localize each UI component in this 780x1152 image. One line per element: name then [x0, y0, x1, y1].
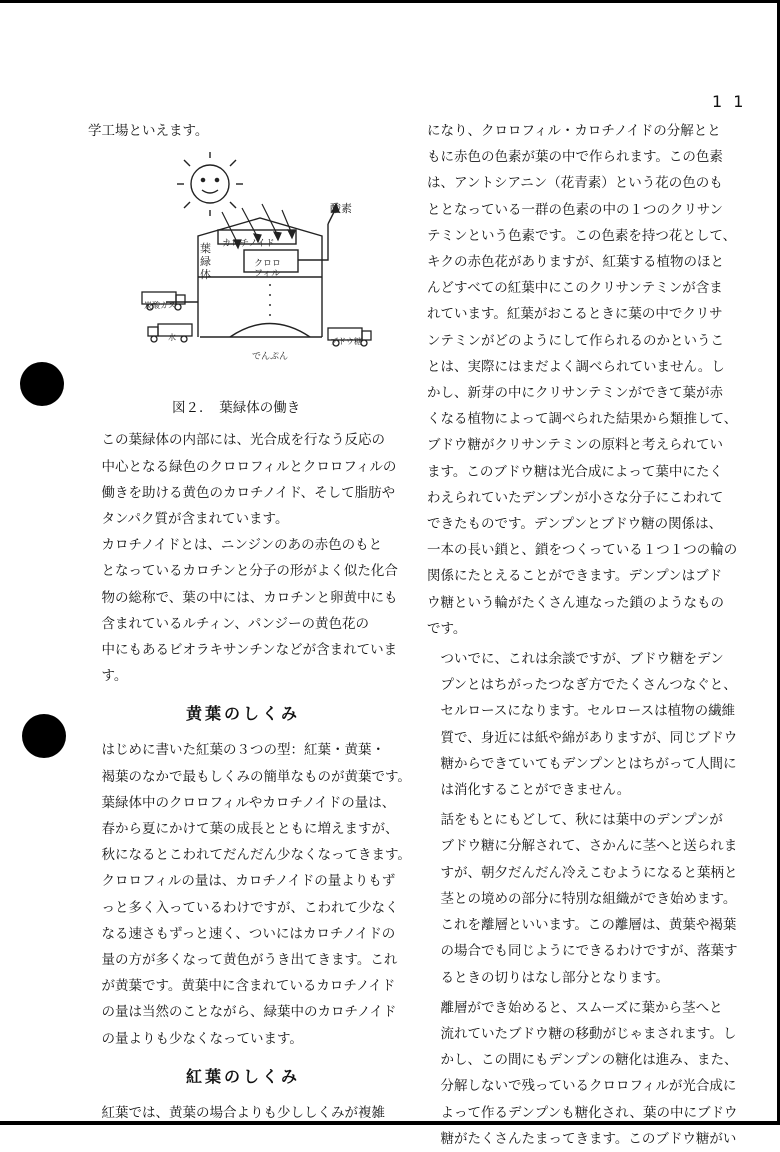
text-line: 褐葉のなかで最もしくみの簡単なものが黄葉です。	[101, 768, 411, 785]
text-line: 流れていたブドウ糖の移動がじゃまされます。し	[440, 1025, 737, 1042]
paragraph	[427, 646, 745, 803]
text-line: の量よりも少なくなっています。	[101, 1030, 303, 1047]
text-line: 糖からできていてもデンプンとはちがって人間に	[440, 755, 737, 772]
carotenoid-label: カロチノイド	[222, 239, 275, 250]
text-line: 糖がたくさんたまってきます。このブドウ糖がい	[440, 1130, 737, 1147]
text-line: ブドウ糖がクリサンテミンの原料と考えられてい	[427, 437, 724, 454]
text-line: セルロースになります。セルロースは植物の繊維	[440, 703, 736, 720]
text-line: すが、朝夕だんだん冷えこむようになると葉柄と	[440, 864, 738, 881]
text-line: ます。このブドウ糖は光合成によって葉中にたく	[427, 463, 723, 480]
text-line: ブドウ糖に分解されて、さかんに茎へと送られま	[440, 838, 738, 855]
text-line: 中にもあるビオラキサンチンなどが含まれていま	[101, 642, 398, 659]
text-line: んどすべての紅葉中にこのクリサンテミンが含ま	[427, 280, 723, 297]
text-line: は消化することができません。	[440, 782, 631, 799]
binder-hole	[22, 714, 66, 758]
text-line: るときの切りはなし部分となります。	[440, 969, 669, 986]
truck-label: 炭酸ガス	[144, 301, 176, 311]
text-line: 含まれているルチィン、パンジーの黄色花の	[101, 615, 370, 632]
text-line: はじめに書いた紅葉の３つの型：紅葉・黄葉・	[101, 742, 385, 759]
text-line: です。	[427, 620, 467, 637]
binder-hole	[20, 362, 64, 406]
text-line: 茎との境めの部分に特別な組織ができ始めます。	[440, 890, 737, 907]
text-line: かし、新芽の中にクリサンテミンができて葉が赤	[427, 385, 724, 402]
text-line: この葉緑体の内部には、光合成を行なう反応の	[101, 432, 385, 449]
text-line: なる速さもずっと速く、ついにはカロチノイドの	[101, 925, 396, 942]
paragraph	[88, 790, 411, 1052]
paragraph	[427, 807, 745, 990]
paragraph	[427, 995, 745, 1152]
text-line: 紅葉では、黄葉の場合よりも少ししくみが複雑	[101, 1104, 385, 1121]
text-line: キクの赤色花がありますが、紅葉する植物のほと	[427, 254, 724, 271]
text-line: れています。紅葉がおこるときに葉の中でクリサ	[427, 306, 723, 323]
text-line: が黄葉です。黄葉中に含まれているカロチノイド	[101, 978, 396, 995]
section-heading: 紅葉のしくみ	[185, 1066, 300, 1086]
sun-icon	[177, 152, 243, 216]
text-line: は、アントシアニン（花青素）という花の色のも	[427, 175, 723, 192]
text-line: ンテミンがどのようにして作られるのかというこ	[427, 332, 724, 349]
truck-label: ブドウ糖	[330, 337, 362, 347]
text-line: とは、実際にはまだよく調べられていません。し	[427, 358, 725, 375]
text-line: ととなっている一群の色素の中の１つのクリサン	[427, 201, 724, 218]
text-line: になり、クロロフィル・カロチノイドの分解とと	[427, 123, 721, 139]
text-line: 春から夏にかけて葉の成長とともに増えますが、	[101, 821, 399, 838]
chloroplast-house	[166, 204, 339, 337]
text-line: 質で、身近には紙や綿がありますが、同じブドウ	[440, 729, 738, 746]
page-number: 1 1	[712, 92, 747, 111]
text-line: かし、この間にもデンプンの糖化は進み、また、	[440, 1052, 738, 1069]
text-line: 物の総称で、葉の中には、カロチンと卵黄中にも	[101, 589, 398, 606]
left-column	[88, 118, 411, 1126]
page-border-top	[0, 0, 780, 3]
chloroplast-figure	[140, 152, 385, 387]
text-line: の量は当然のことながら、緑葉中のカロチノイド	[101, 1004, 397, 1021]
text-line: 分解しないで残っているクロロフィルが光合成に	[440, 1078, 737, 1095]
text-line: 一本の長い鎖と、鎖をつくっている１つ１つの輪の	[427, 542, 738, 559]
starch-label: でんぷん	[252, 352, 289, 363]
chlorophyll-label: クロロ	[254, 259, 282, 270]
text-line: これを離層といいます。この離層は、黄葉や褐葉	[440, 917, 737, 934]
text-line: プンとはちがったつなぎ方でたくさんつなぐと、	[440, 677, 737, 694]
paragraph	[88, 427, 398, 532]
figure-caption: 図２． 葉緑体の働き	[172, 400, 301, 417]
text-line: 学工場といえます。	[88, 123, 209, 139]
paragraph	[88, 532, 398, 689]
text-line: 離層ができ始めると、スムーズに葉から茎へと	[440, 999, 723, 1016]
chloroplast-label: 葉緑体	[200, 242, 211, 282]
text-line: クロロフィルの量は、カロチノイドの量よりもず	[101, 873, 396, 890]
text-line: タンパク質が含まれています。	[101, 511, 289, 528]
text-line: 働きを助ける黄色のカロチノイド、そして脂肪や	[101, 484, 396, 501]
text-line: わえられていたデンプンが小さな分子にこわれて	[427, 489, 724, 506]
text-line: 中心となる緑色のクロロフィルとクロロフィルの	[101, 458, 397, 475]
text-line: くなる植物によって調べられた結果から類推して、	[427, 411, 738, 428]
paragraph	[88, 737, 411, 789]
chlorophyll-label: フィル	[254, 269, 281, 280]
text-line: っと多く入っているわけですが、こわれて少なく	[101, 899, 399, 916]
truck-label: 水	[168, 333, 176, 343]
text-line: 葉緑体中のクロロフィルやカロチノイドの量は、	[101, 794, 396, 811]
right-column	[427, 118, 745, 1152]
text-line: ついでに、これは余談ですが、ブドウ糖をデン	[440, 651, 724, 668]
text-line: の場合でも同じようにできるわけですが、落葉す	[440, 943, 738, 960]
text-line: 量の方が多くなって黄色がうき出てきます。これ	[101, 952, 398, 969]
text-line: カロチノイドとは、ニンジンのあの赤色のもと	[101, 537, 383, 554]
text-line: 秋になるとこわれてだんだん少なくなってきます。	[101, 847, 411, 864]
text-line: となっているカロチンと分子の形がよく似た化合	[101, 563, 398, 580]
oxygen-label: 酸素	[330, 202, 352, 216]
text-line: もに赤色の色素が葉の中で作られます。この色素	[427, 149, 723, 166]
paragraph	[88, 1100, 398, 1126]
section-heading: 黄葉のしくみ	[185, 704, 300, 724]
text-line: 関係にたとえることができます。デンプンはブド	[427, 568, 723, 585]
text-line: できたものです。デンプンとブドウ糖の関係は、	[427, 516, 723, 533]
text-line: テミンという色素です。この色素を持つ花として、	[427, 227, 737, 244]
text-line: 話をもとにもどして、秋には葉中のデンプンが	[440, 812, 723, 829]
paragraph-continuation	[88, 118, 398, 144]
paragraph	[427, 118, 745, 642]
text-line: ウ糖という輪がたくさん連なった鎖のようなもの	[427, 594, 724, 611]
text-line: す。	[101, 668, 128, 685]
text-line: よって作るデンプンも糖化され、葉の中にブドウ	[440, 1104, 738, 1121]
